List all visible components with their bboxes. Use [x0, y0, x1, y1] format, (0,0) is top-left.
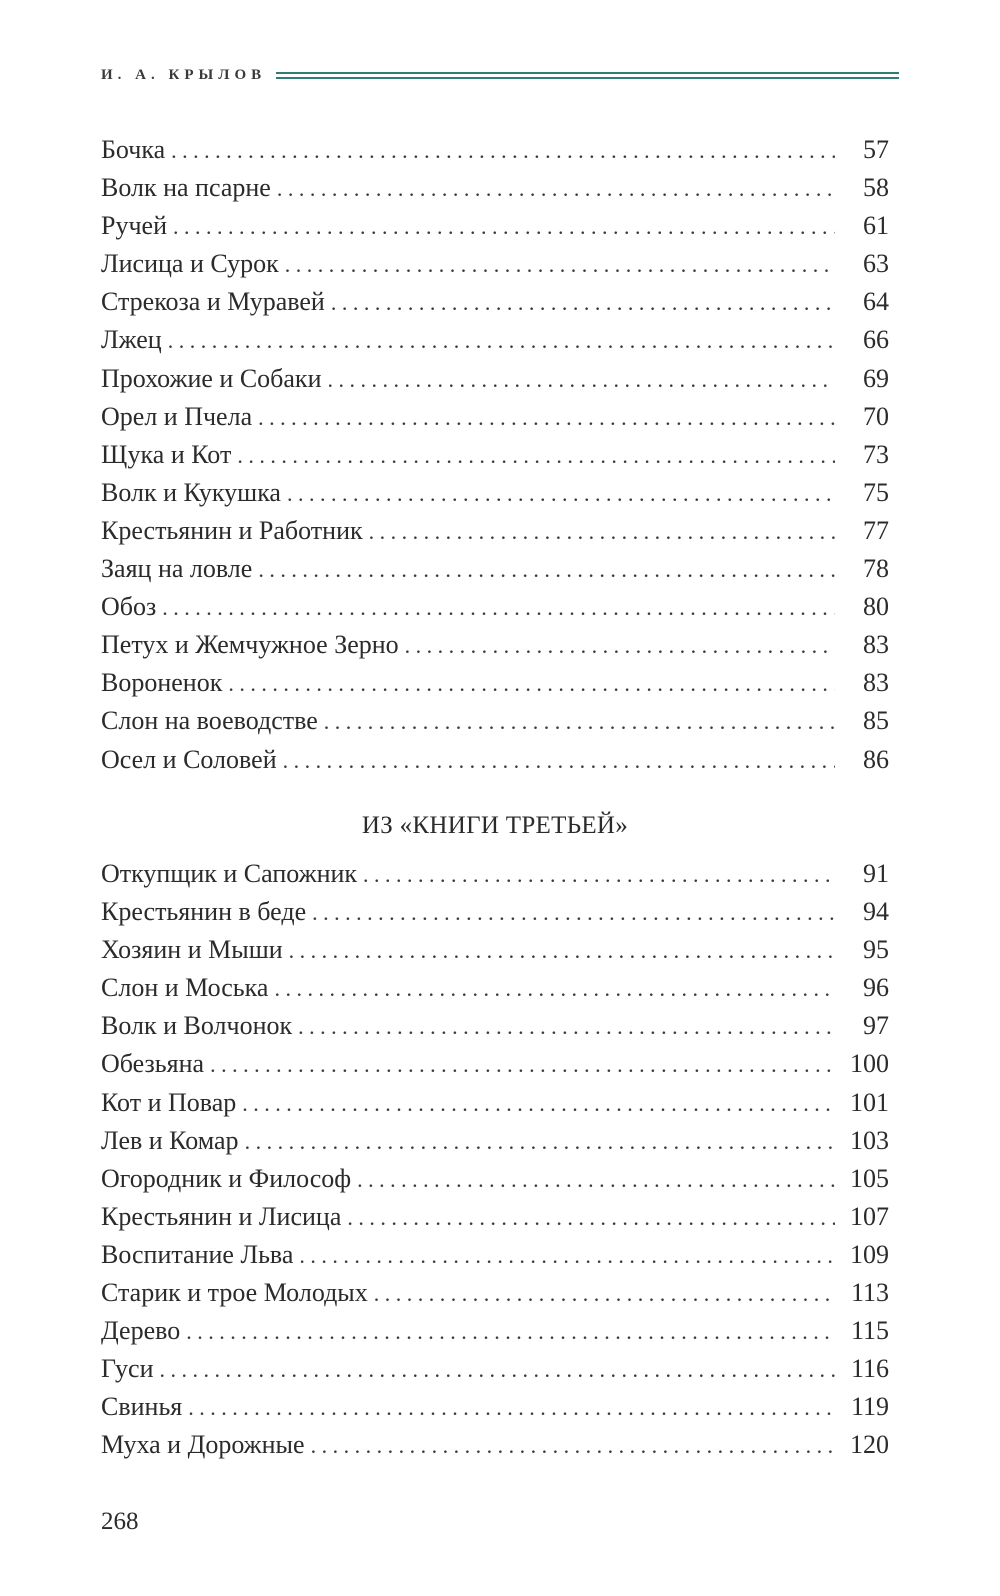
toc-entry-page: 91 — [863, 859, 889, 888]
toc-entry-title: Лисица и Сурок — [101, 249, 279, 279]
toc-section-2 — [101, 855, 889, 1465]
toc-entry-page: 80 — [863, 592, 889, 622]
toc-entry — [101, 1007, 889, 1045]
toc-entry — [101, 1198, 889, 1236]
toc-entry-page: 64 — [863, 287, 889, 317]
toc-entry-title: Гуси — [101, 1354, 154, 1384]
author-name: И. А. КРЫЛОВ — [101, 66, 267, 83]
toc-entry-page: 69 — [863, 363, 889, 393]
toc-dot-leader — [324, 703, 835, 741]
toc-entry — [101, 931, 889, 969]
toc-dot-leader — [405, 627, 835, 665]
toc-dot-leader — [258, 399, 835, 437]
toc-entry — [101, 321, 889, 359]
toc-dot-leader — [173, 208, 835, 246]
toc-entry — [101, 893, 889, 931]
toc-dot-leader — [347, 1199, 835, 1237]
toc-dot-leader — [188, 1389, 835, 1427]
toc-dot-leader — [299, 1237, 835, 1275]
toc-entry-page: 73 — [863, 439, 889, 469]
toc-entry-title: Муха и Дорожные — [101, 1430, 305, 1460]
toc-entry-title: Лев и Комар — [101, 1125, 239, 1155]
toc-entry-title: Крестьянин и Лисица — [101, 1201, 342, 1231]
toc-entry-page: 94 — [863, 897, 889, 927]
toc-section-1 — [101, 131, 889, 779]
toc-entry — [101, 1350, 889, 1388]
toc-entry — [101, 1388, 889, 1426]
toc-entry-title: Воспитание Льва — [101, 1239, 294, 1269]
toc-entry — [101, 474, 889, 512]
toc-entry-page: 77 — [863, 515, 889, 545]
toc-entry-title: Дерево — [101, 1316, 181, 1346]
toc-entry — [101, 245, 889, 283]
toc-entry-title: Обоз — [101, 592, 157, 622]
toc-entry-page: 78 — [863, 554, 889, 584]
toc-entry-page: 61 — [863, 211, 889, 241]
toc-entry-title: Кот и Повар — [101, 1087, 237, 1117]
toc-entry-page: 120 — [850, 1430, 889, 1460]
toc-dot-leader — [274, 970, 835, 1008]
toc-entry-title: Заяц на ловле — [101, 554, 253, 584]
toc-entry-title: Крестьянин и Работник — [101, 515, 363, 545]
header-rule — [276, 72, 899, 79]
toc-entry — [101, 1236, 889, 1274]
toc-entry — [101, 1312, 889, 1350]
toc-dot-leader — [168, 322, 835, 360]
toc-entry — [101, 360, 889, 398]
toc-entry-page: 116 — [850, 1354, 889, 1384]
toc-dot-leader — [245, 1123, 835, 1161]
page-number: 268 — [101, 1508, 139, 1535]
toc-dot-leader — [160, 1351, 836, 1389]
toc-entry-title: Свинья — [101, 1392, 183, 1422]
toc-entry-page: 83 — [863, 630, 889, 660]
toc-entry — [101, 588, 889, 626]
toc-entry-title: Вороненок — [101, 668, 223, 698]
toc-entry-title: Щука и Кот — [101, 439, 232, 469]
toc-entry-page: 57 — [863, 135, 889, 164]
toc-dot-leader — [228, 665, 835, 703]
toc-entry-title: Волк и Волчонок — [101, 1011, 293, 1041]
toc-dot-leader — [327, 361, 835, 399]
toc-entry-title: Слон на воеводстве — [101, 706, 318, 736]
toc-entry-title: Откупщик и Сапожник — [101, 859, 358, 888]
toc-dot-leader — [374, 1275, 835, 1313]
toc-entry-title: Ручей — [101, 211, 167, 241]
toc-entry-title: Старик и трое Молодых — [101, 1278, 368, 1308]
toc-entry — [101, 664, 889, 702]
toc-entry-title: Орел и Пчела — [101, 401, 253, 431]
toc-entry-page: 119 — [850, 1392, 889, 1422]
toc-entry-page: 109 — [850, 1239, 889, 1269]
toc-entry — [101, 207, 889, 245]
toc-entry-page: 83 — [863, 668, 889, 698]
toc-dot-leader — [363, 856, 835, 894]
toc-entry-page: 103 — [850, 1125, 889, 1155]
toc-entry-page: 107 — [850, 1201, 889, 1231]
toc-entry-title: Слон и Моська — [101, 973, 269, 1003]
toc-entry-title: Петух и Жемчужное Зерно — [101, 630, 399, 660]
toc-entry-page: 70 — [863, 401, 889, 431]
toc-entry — [101, 436, 889, 474]
toc-dot-leader — [210, 1046, 835, 1084]
toc-entry — [101, 131, 889, 169]
toc-entry-page: 105 — [850, 1163, 889, 1193]
toc-entry-page: 100 — [850, 1049, 889, 1079]
toc-entry-title: Волк на псарне — [101, 173, 271, 203]
toc-entry-page: 86 — [863, 744, 889, 774]
toc-entry — [101, 1274, 889, 1312]
toc-dot-leader — [277, 170, 835, 208]
toc-entry-page: 101 — [850, 1087, 889, 1117]
toc-entry — [101, 169, 889, 207]
toc-entry — [101, 1122, 889, 1160]
toc-entry-page: 95 — [863, 935, 889, 965]
toc-entry — [101, 1084, 889, 1122]
toc-entry-title: Стрекоза и Муравей — [101, 287, 325, 317]
toc-entry — [101, 283, 889, 321]
toc-entry-title: Огородник и Философ — [101, 1163, 352, 1193]
toc-dot-leader — [283, 742, 835, 780]
toc-dot-leader — [331, 284, 835, 322]
toc-entry — [101, 398, 889, 436]
toc-entry-title: Крестьянин в беде — [101, 897, 307, 927]
toc-entry-page: 85 — [863, 706, 889, 736]
toc-entry-page: 96 — [863, 973, 889, 1003]
toc-entry — [101, 512, 889, 550]
toc-entry-page: 66 — [863, 325, 889, 355]
toc-entry — [101, 702, 889, 740]
toc-entry-page: 58 — [863, 173, 889, 203]
toc-dot-leader — [162, 589, 835, 627]
toc-entry — [101, 741, 889, 779]
toc-entry — [101, 550, 889, 588]
toc-dot-leader — [186, 1313, 835, 1351]
toc-entry-title: Осел и Соловей — [101, 744, 277, 774]
toc-entry-page: 63 — [863, 249, 889, 279]
toc-dot-leader — [311, 1427, 835, 1465]
toc-entry-page: 115 — [850, 1316, 889, 1346]
toc-entry-title: Обезьяна — [101, 1049, 205, 1079]
toc-entry-page: 97 — [863, 1011, 889, 1041]
toc-entry-page: 75 — [863, 477, 889, 507]
toc-dot-leader — [312, 894, 835, 932]
toc-dot-leader — [287, 475, 835, 513]
toc-entry — [101, 626, 889, 664]
toc-entry — [101, 855, 889, 893]
toc-dot-leader — [242, 1085, 835, 1123]
toc-dot-leader — [289, 932, 835, 970]
section-heading: ИЗ «КНИГИ ТРЕТЬЕЙ» — [361, 812, 629, 839]
toc-entry-title: Хозяин и Мыши — [101, 935, 283, 965]
toc-entry — [101, 969, 889, 1007]
toc-dot-leader — [369, 513, 835, 551]
toc-dot-leader — [171, 132, 835, 170]
toc-dot-leader — [237, 437, 835, 475]
toc-dot-leader — [298, 1008, 835, 1046]
toc-entry — [101, 1160, 889, 1198]
toc-entry-title: Волк и Кукушка — [101, 477, 281, 507]
toc-entry-title: Бочка — [101, 135, 166, 164]
toc-entry-page: 113 — [850, 1278, 889, 1308]
toc-dot-leader — [258, 551, 835, 589]
toc-entry — [101, 1426, 889, 1464]
toc-dot-leader — [285, 246, 835, 284]
toc-entry-title: Прохожие и Собаки — [101, 363, 322, 393]
toc-dot-leader — [357, 1161, 835, 1199]
toc-entry — [101, 1045, 889, 1083]
toc-entry-title: Лжец — [101, 325, 162, 355]
running-head — [101, 60, 899, 90]
